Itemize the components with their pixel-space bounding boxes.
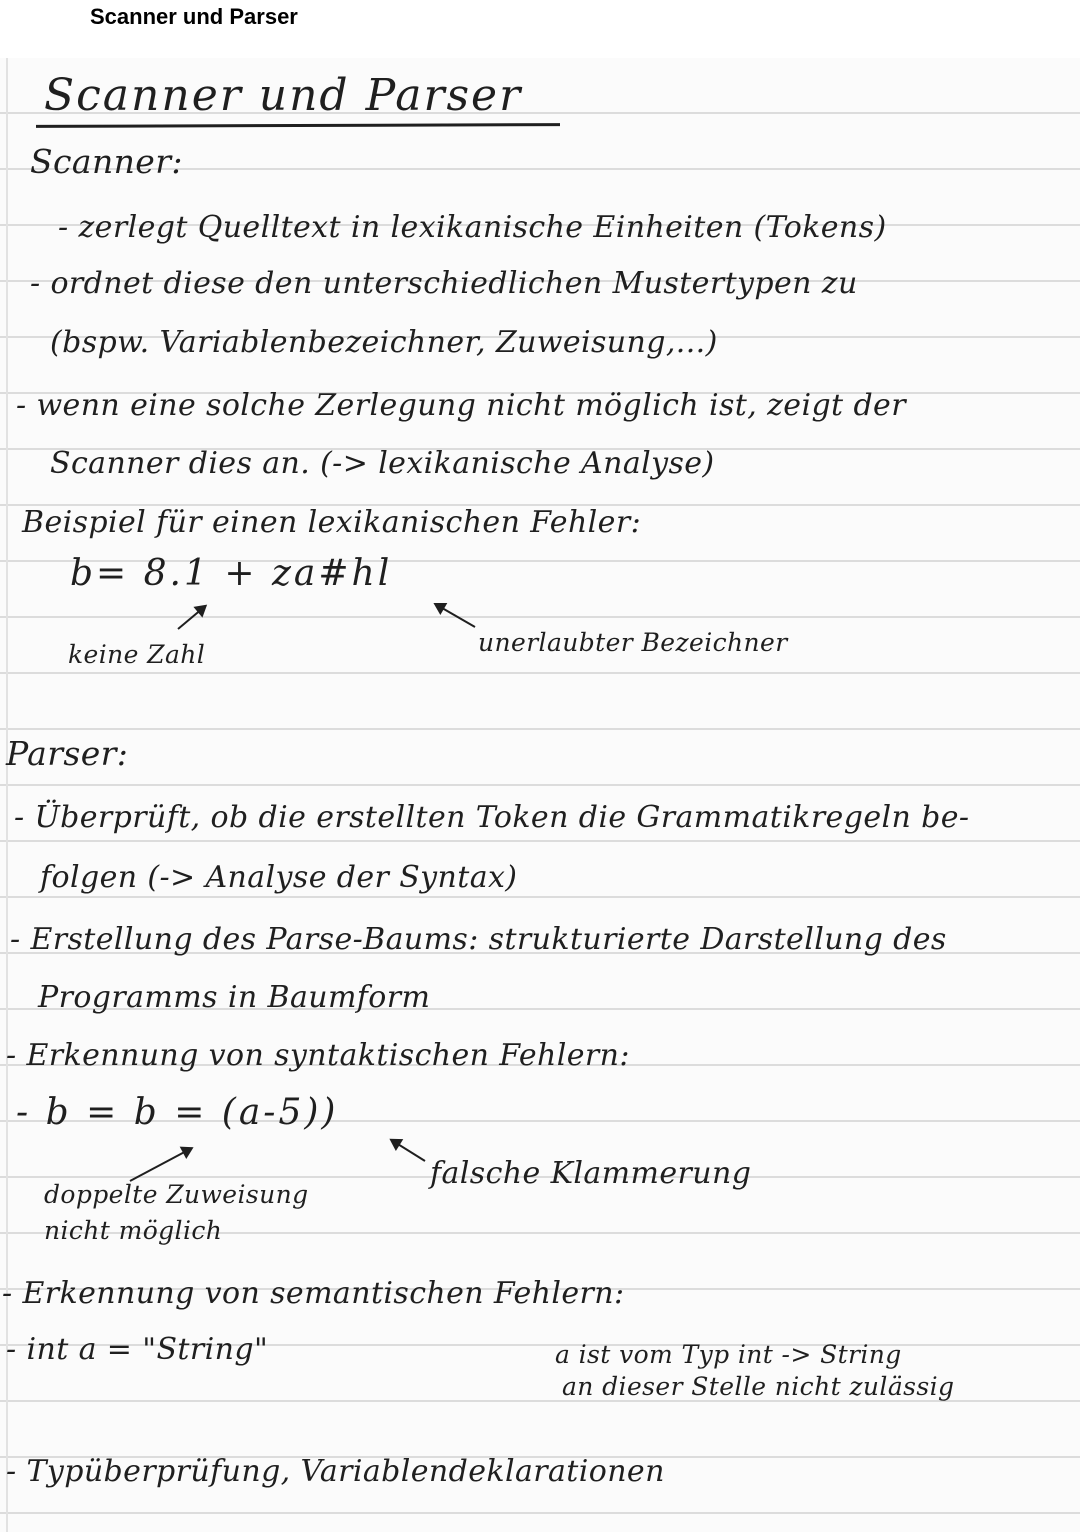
lexical-error-code: b= 8.1 + za#hl [70, 553, 393, 594]
parser-line-4: Programms in Baumform [38, 980, 431, 1015]
parser-line-1: - Überprüft, ob die erstellten Token die Grammatikregeln be- [14, 800, 970, 835]
annotation-falsche-klammerung: falsche Klammerung [430, 1156, 752, 1191]
parser-line-3: - Erstellung des Parse-Baums: strukturierte Darstellung des [10, 922, 947, 957]
annotation-nicht-zulaessig: an dieser Stelle nicht zulässig [562, 1372, 955, 1401]
scanner-heading: Scanner: [30, 142, 183, 181]
scanner-line-5: Scanner dies an. (-> lexikanische Analyse) [50, 446, 715, 481]
syntax-error-code: - b = b = (a-5)) [16, 1092, 339, 1133]
annotation-doppelte-zuweisung: doppelte Zuweisung [44, 1180, 309, 1209]
annotation-typ-int: a ist vom Typ int -> String [555, 1340, 902, 1369]
semantic-error-code: - int a = "String" [6, 1332, 269, 1367]
annotation-nicht-moeglich: nicht möglich [44, 1216, 223, 1245]
parser-last-line: - Typüberprüfung, Variablendeklarationen [6, 1454, 665, 1489]
semantic-heading: - Erkennung von semantischen Fehlern: [2, 1276, 625, 1311]
parser-line-5: - Erkennung von syntaktischen Fehlern: [6, 1038, 630, 1073]
annotation-keine-zahl: keine Zahl [68, 640, 206, 669]
parser-heading: Parser: [6, 734, 129, 773]
parser-line-2: folgen (-> Analyse der Syntax) [40, 860, 518, 895]
scanner-line-4: - wenn eine solche Zerlegung nicht möglich ist, zeigt der [16, 388, 906, 423]
scanner-line-1: - zerlegt Quelltext in lexikanische Einheiten (Tokens) [58, 210, 887, 245]
annotation-unerlaubter-bezeichner: unerlaubter Bezeichner [478, 628, 788, 657]
scanner-line-3: (bspw. Variablenbezeichner, Zuweisung,...) [50, 325, 718, 360]
scanner-line-2: - ordnet diese den unterschiedlichen Mustertypen zu [30, 266, 858, 301]
note-title: Scanner und Parser [44, 70, 523, 121]
scanner-line-6: Beispiel für einen lexikanischen Fehler: [22, 505, 642, 540]
document-header-title: Scanner und Parser [90, 4, 298, 29]
